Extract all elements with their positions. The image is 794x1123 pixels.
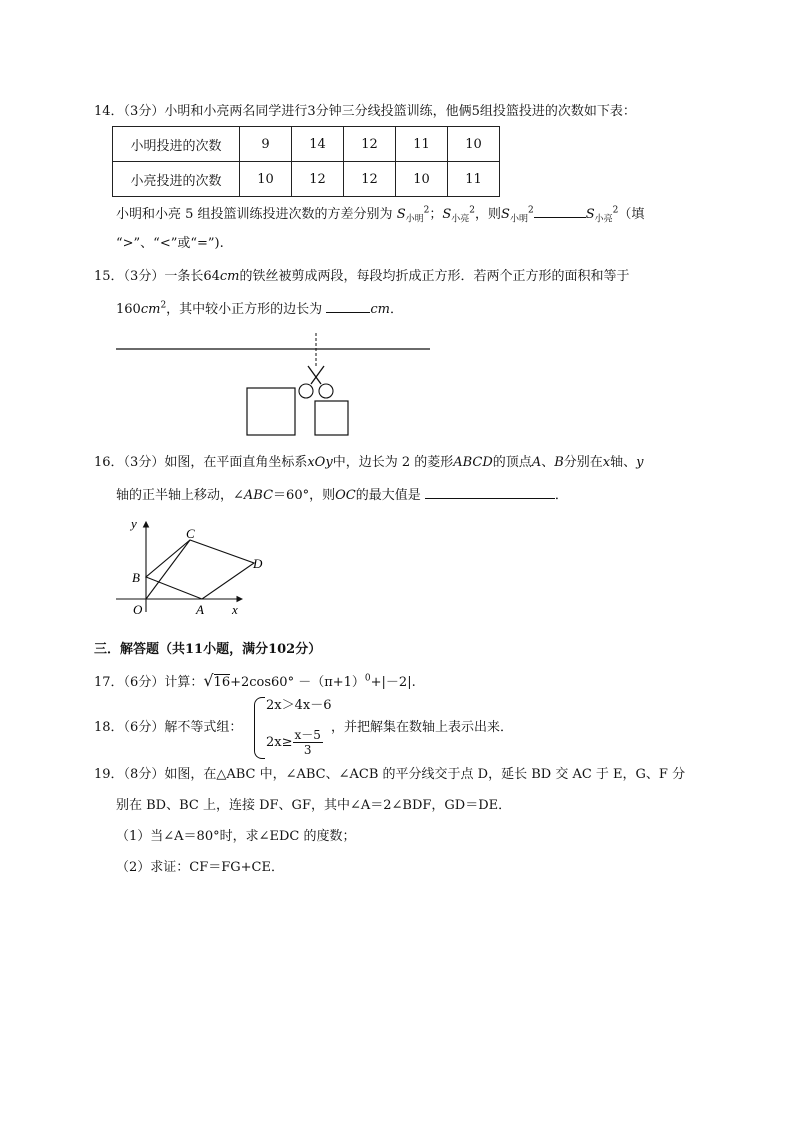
q17-stem: 17．（6分）计算：$√16+2\cos 60^\circ -(\pi+1)^0+|-2|$. xyxy=(94,671,416,690)
q18-stem: 18．（6分）解不等式组： xyxy=(94,720,243,735)
q15-stem: 15．（3分）一条长64cm的铁丝被剪成两段，每段均折成正方形．若两个正方形的面积和等于 xyxy=(94,269,630,284)
label-x: x xyxy=(232,602,238,617)
segment-oc xyxy=(146,540,190,599)
table-cell: 12 xyxy=(344,127,396,162)
q16-stem: 16．（3分）如图，在平面直角坐标系xOy中，边长为 2 的菱形ABCD的顶点A、B分别在x轴、y xyxy=(94,455,644,470)
q18-inequality-2: 2x≥ $\frac{x-5}{3}$ xyxy=(266,728,321,757)
q19-line1: 19．（8分）如图，在△ABC 中，∠ABC、∠ACB 的平分线交于点 D，延长 BD 交 AC 于 E，G、F 分 xyxy=(94,767,686,782)
label-C: C xyxy=(186,526,195,541)
section-title: 三．解答题（共11小题，满分102分） xyxy=(94,642,322,657)
q16-stem-cont: 轴的正半轴上移动，∠ABC＝60°，则OC的最大值是 ． xyxy=(116,485,568,505)
table-cell: 11 xyxy=(448,162,500,197)
table-cell: 9 xyxy=(240,127,292,162)
table-cell: 12 xyxy=(344,162,396,197)
table-cell: 14 xyxy=(292,127,344,162)
q19-part2: （2）求证：CF＝FG+CE． xyxy=(116,860,284,875)
label-D: D xyxy=(253,556,263,571)
table-cell: 11 xyxy=(396,127,448,162)
q18-inequality-1: 2x＞4x－6 xyxy=(266,698,332,713)
label-A: A xyxy=(196,602,204,617)
table-cell: 12 xyxy=(292,162,344,197)
q14-variance-line: 小明和小亮 5 组投篮训练投进次数的方差分别为 $S_{小明}^2$；$S_{小亮}^2$，则$S_{小明}^2$ $S_{小亮}^2$（填 xyxy=(116,205,645,225)
table-cell: 10 xyxy=(396,162,448,197)
label-B: B xyxy=(132,570,140,585)
fraction: $\frac{x-5}{3}$ xyxy=(294,728,321,757)
q18-instruction: ，并把解集在数轴上表示出来． xyxy=(331,720,514,735)
q19-part1: （1）当∠A＝80°时，求∠EDC 的度数； xyxy=(116,829,356,844)
rhombus-abcd xyxy=(146,540,254,599)
sqrt-symbol: √ xyxy=(203,671,214,690)
label-O: O xyxy=(133,602,143,617)
label-y: y xyxy=(131,516,137,531)
q15-stem-cont: $160cm^2$，其中较小正方形的边长为 cm． xyxy=(116,300,403,317)
q14-options: “>”、“<”或“=”). xyxy=(116,236,224,251)
system-brace xyxy=(254,697,265,759)
table-cell: 10 xyxy=(448,127,500,162)
table-cell: 小亮投进的次数 xyxy=(113,162,240,197)
q14-stem: 14．（3分）小明和小亮两名同学进行3分钟三分线投篮训练，他俩5组投篮投进的次数如下表： xyxy=(94,104,636,119)
table-cell: 小明投进的次数 xyxy=(113,127,240,162)
table-cell: 10 xyxy=(240,162,292,197)
q19-line2: 别在 BD、BC 上，连接 DF、GF，其中∠A＝2∠BDF，GD＝DE． xyxy=(116,798,512,813)
